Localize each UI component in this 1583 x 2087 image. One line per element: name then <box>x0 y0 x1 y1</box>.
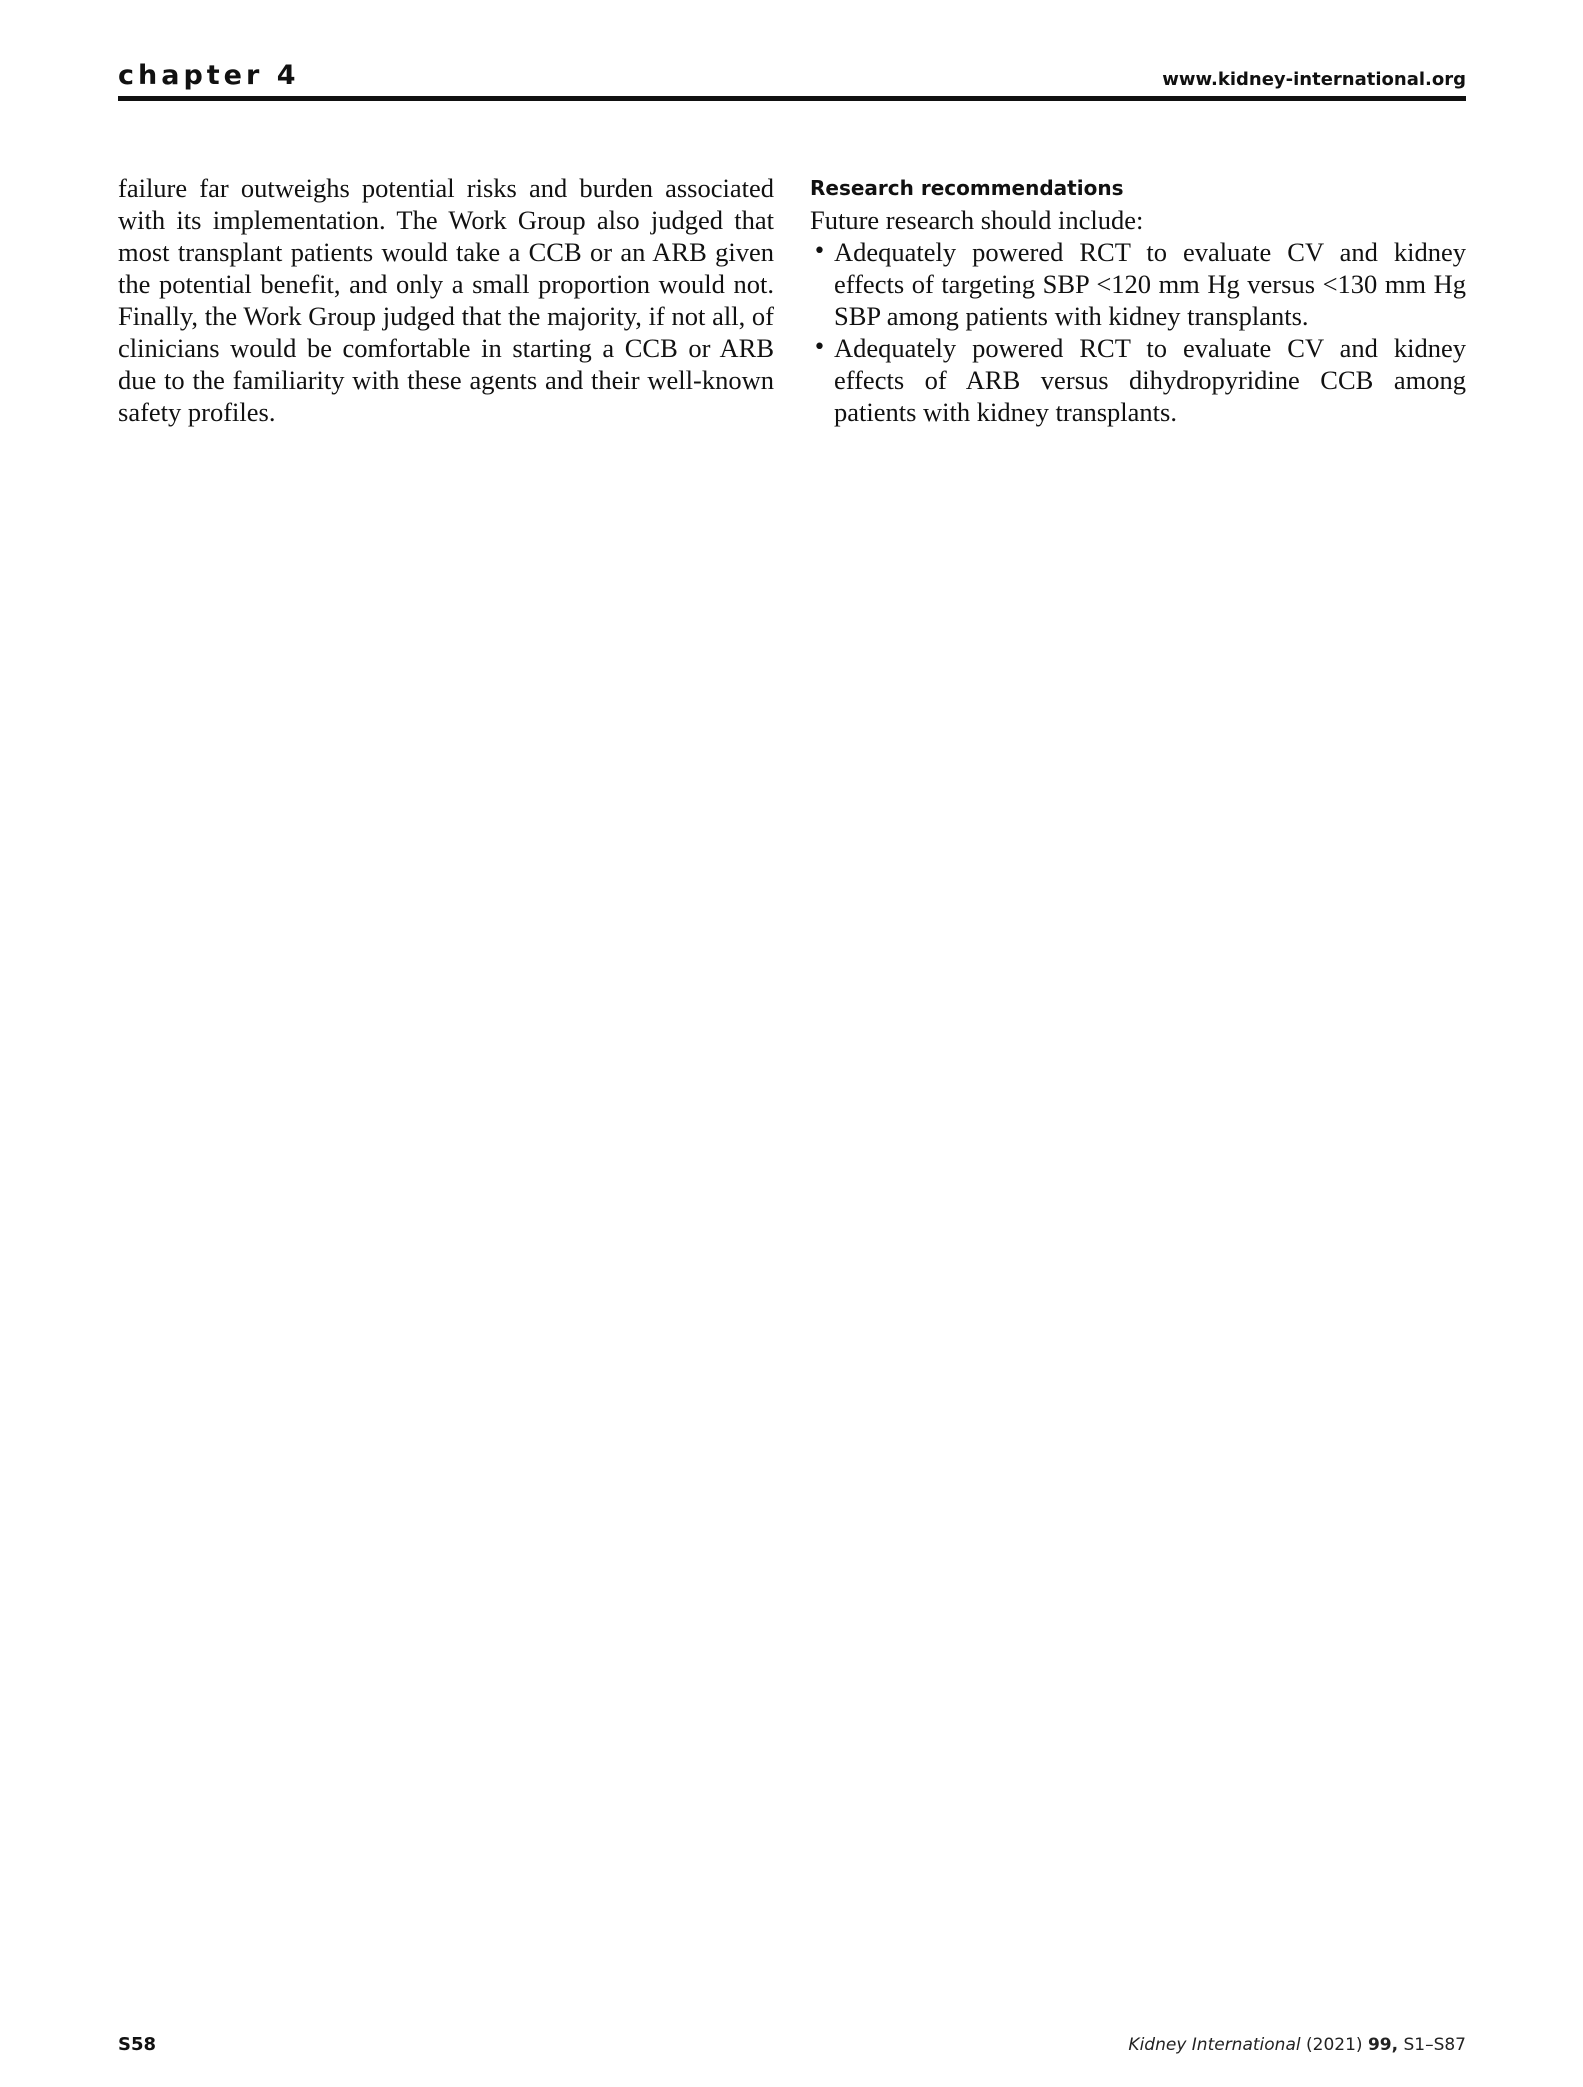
journal-url[interactable]: www.kidney-international.org <box>1162 69 1466 90</box>
section-heading: Research recommendations <box>810 176 1124 200</box>
intro-text: Future research should include: <box>810 205 1144 235</box>
recommendation-list <box>810 236 1466 428</box>
bullet-icon: • <box>813 239 826 264</box>
journal-pages: S1–S87 <box>1403 2035 1466 2055</box>
left-column <box>118 172 774 428</box>
journal-year: (2021) <box>1306 2035 1363 2055</box>
header-rule <box>118 96 1466 101</box>
page-number: S58 <box>118 2034 157 2055</box>
journal-volume: 99, <box>1367 2035 1399 2055</box>
right-column <box>810 172 1466 428</box>
list-item-text: Adequately powered RCT to evaluate CV and kidney effects of targeting SBP <120 mm Hg versus <130 mm Hg SBP among patients with kidney transplants. <box>834 237 1466 331</box>
body-paragraph: failure far outweighs potential risks and burden associated with its implementation. The Work Group also judged that most transplant patients would take a CCB or an ARB given the potential benefit, and only a small proportion would not. Finally, the Work Group judged that the majority, if not all, of clinicians would be comfortable in starting a CCB or ARB due to the familiarity with these agents and their well-known safety profiles. <box>118 173 774 427</box>
list-item <box>810 332 1466 428</box>
chapter-label: chapter 4 <box>118 60 300 91</box>
journal-citation <box>1128 2035 1466 2055</box>
journal-name: Kidney International <box>1128 2035 1301 2055</box>
list-item-text: Adequately powered RCT to evaluate CV and kidney effects of ARB versus dihydropyridine CCB among patients with kidney transplants. <box>834 333 1466 427</box>
bullet-icon: • <box>813 335 826 360</box>
list-item <box>810 236 1466 332</box>
